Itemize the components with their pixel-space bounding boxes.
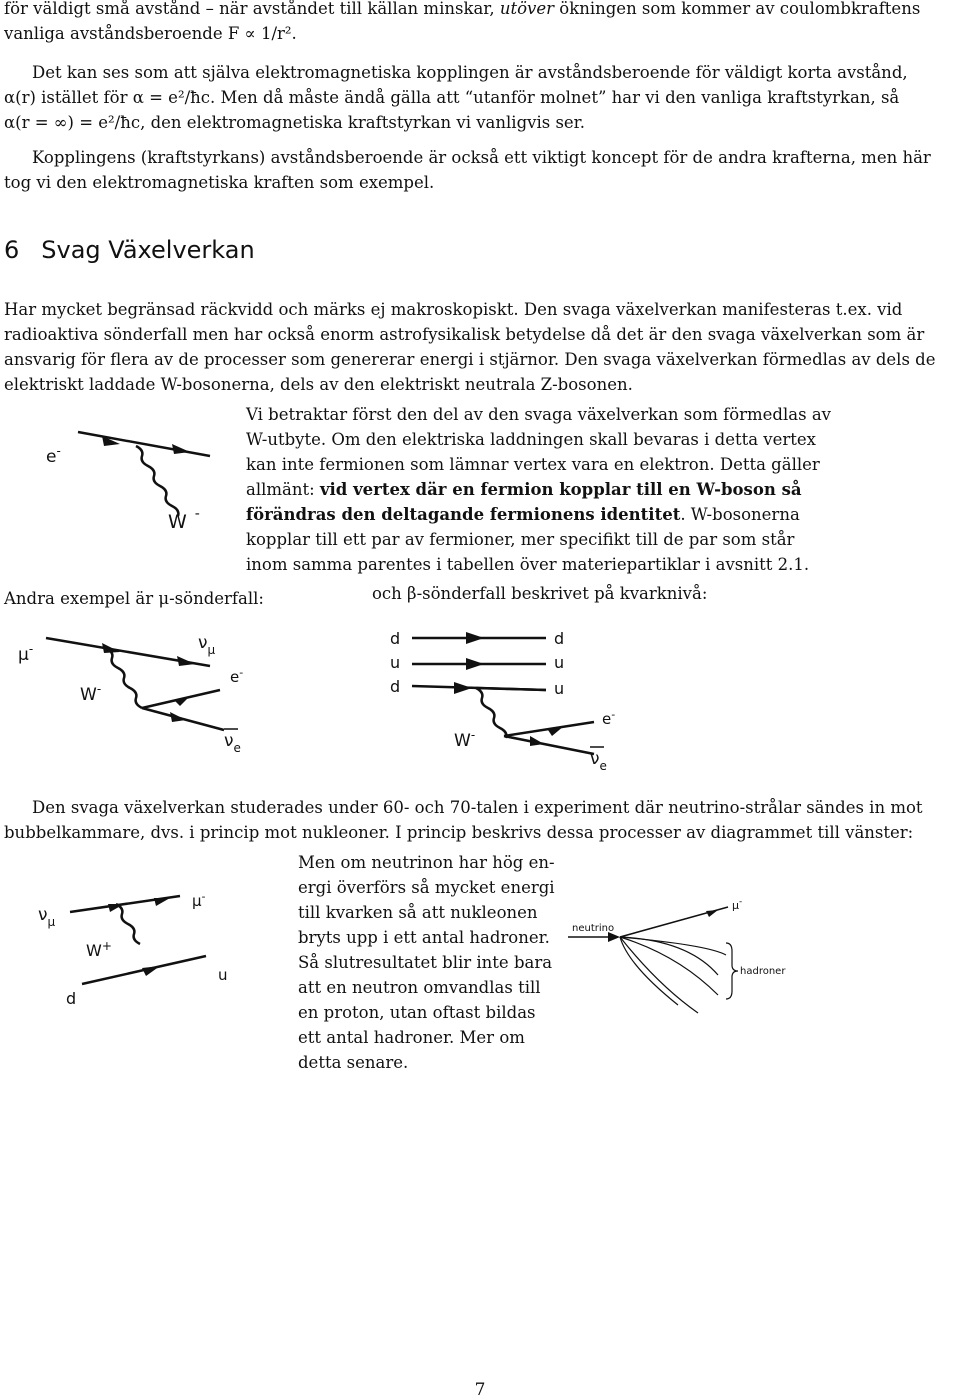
text-line: bubbelkammare, dvs. i princip mot nukleoner. I princip beskrivs dessa processer av diagrammet till vänster: xyxy=(4,823,914,842)
text-line: tog vi den elektromagnetiska kraften som exempel. xyxy=(4,173,435,192)
text-line: Vi betraktar först den del av den svaga växelverkan som förmedlas av xyxy=(246,405,831,424)
text-line: Kopplingens (kraftstyrkans) avståndsberoende är också ett viktigt koncept för de andra krafterna, men här xyxy=(32,148,931,167)
up-quark-label: u xyxy=(554,679,565,698)
down-quark-label: d xyxy=(390,629,401,648)
electron-antineutrino-label: $\nu_e$ xyxy=(224,731,241,755)
text-line: Det kan ses som att själva elektromagnetiska kopplingen är avståndsberoende för väldigt korta avstånd, xyxy=(32,63,908,82)
w-plus-label: W+ xyxy=(86,939,112,960)
text-line: bryts upp i ett antal hadroner. xyxy=(298,928,550,947)
w-label: W- xyxy=(454,728,476,751)
neutrino-label: neutrino xyxy=(572,923,615,934)
text-line: till kvarken så att nukleonen xyxy=(298,903,538,922)
text-line: elektriskt laddade W-bosonerna, dels av den elektriskt neutrala Z-bosonen. xyxy=(4,375,633,394)
feynman-diagram-beta-decay xyxy=(384,624,644,774)
text-line: Men om neutrinon har hög en- xyxy=(298,853,555,872)
text-line: vanliga avståndsberoende F ∝ 1/r². xyxy=(4,24,297,43)
paragraph-6 xyxy=(4,795,956,845)
text-line: att en neutron omvandlas till xyxy=(298,978,541,997)
muon-label: μ- xyxy=(192,890,206,910)
text-line: ansvarig för flera av de processer som genererar energi i stjärnor. Den svaga växelverkan förmedlas av dels de xyxy=(4,350,936,369)
feynman-diagram-neutrino-scattering xyxy=(30,880,260,1020)
muon-label: μ- xyxy=(18,642,34,665)
paragraph-5 xyxy=(246,402,846,577)
text-line: α(r = ∞) = e²/ħc, den elektromagnetiska kraftstyrkan vi vanligvis ser. xyxy=(4,113,586,132)
up-quark-label: u xyxy=(390,653,401,672)
text-line: allmänt: vid vertex där en fermion kopplar till en W-boson så xyxy=(246,480,802,499)
electron-label: e- xyxy=(230,666,244,686)
up-quark-label: u xyxy=(554,653,565,672)
text-line: α(r) istället för α = e²/ħc. Men då måste ändå gälla att “utanför molnet” har vi den vanliga kraftstyrkan, så xyxy=(4,88,900,107)
muon-neutrino-label: $\nu_\mu$ xyxy=(38,905,56,929)
text-line: förändras den deltagande fermionens identitet. W-bosonerna xyxy=(246,505,800,524)
down-quark-label: d xyxy=(554,629,565,648)
text-line: kan inte fermionen som lämnar vertex vara en elektron. Detta gäller xyxy=(246,455,820,474)
down-quark-label: d xyxy=(390,677,401,696)
electron-label: e- xyxy=(602,708,616,728)
text-line: Så slutresultatet blir inte bara xyxy=(298,953,553,972)
text-line: kopplar till ett par av fermioner, mer specifikt till de par som står xyxy=(246,530,795,549)
text-line: detta senare. xyxy=(298,1053,409,1072)
text-line: ett antal hadroner. Mer om xyxy=(298,1028,525,1047)
text-line: radioaktiva sönderfall men har också enorm astrofysikalisk betydelse då det är den svaga växelverkan som är xyxy=(4,325,925,344)
section-heading xyxy=(4,236,255,264)
page-number: 7 xyxy=(474,1380,486,1400)
up-quark-label: u xyxy=(218,966,228,984)
w-label: W- xyxy=(80,682,102,705)
electron-label: e- xyxy=(46,444,61,467)
text-line: inom samma parentes i tabellen över materiepartiklar i avsnitt 2.1. xyxy=(246,555,810,574)
text-line: ergi överförs så mycket energi xyxy=(298,878,555,897)
text-line: för väldigt små avstånd – när avståndet till källan minskar, utöver ökningen som kommer av coulombkraftens xyxy=(4,0,921,18)
paragraph-7 xyxy=(298,850,560,1075)
electron-antineutrino-label: $\nu_e$ xyxy=(590,749,607,773)
muon-neutrino-label: $\nu_\mu$ xyxy=(198,633,216,657)
caption-beta-decay: och β-sönderfall beskrivet på kvarknivå: xyxy=(372,584,708,603)
hadrons-label: hadroner xyxy=(740,966,786,977)
down-quark-label: d xyxy=(66,989,77,1008)
text-line: en proton, utan oftast bildas xyxy=(298,1003,536,1022)
text-line: Den svaga växelverkan studerades under 60- och 70-talen i experiment där neutrino-strålar sändes in mot xyxy=(32,798,923,817)
paragraph-4 xyxy=(4,297,956,397)
paragraph-2 xyxy=(4,60,956,135)
feynman-diagram-electron-w xyxy=(40,430,240,540)
w-label: W - xyxy=(168,506,200,533)
muon-label: μ- xyxy=(732,897,743,912)
section-number: 6 xyxy=(4,236,20,264)
caption-muon-decay: Andra exempel är μ-sönderfall: xyxy=(4,589,264,608)
paragraph-3 xyxy=(4,145,956,195)
text-line: Har mycket begränsad räckvidd och märks ej makroskopiskt. Den svaga växelverkan manifesteras t.ex. vid xyxy=(4,300,903,319)
section-title: Svag Växelverkan xyxy=(41,236,255,264)
paragraph-1 xyxy=(4,0,956,46)
text-line: W-utbyte. Om den elektriska laddningen skall bevaras i detta vertex xyxy=(246,430,816,449)
feynman-diagram-muon-decay xyxy=(10,628,270,758)
diagram-neutrino-hadrons xyxy=(568,895,808,1025)
